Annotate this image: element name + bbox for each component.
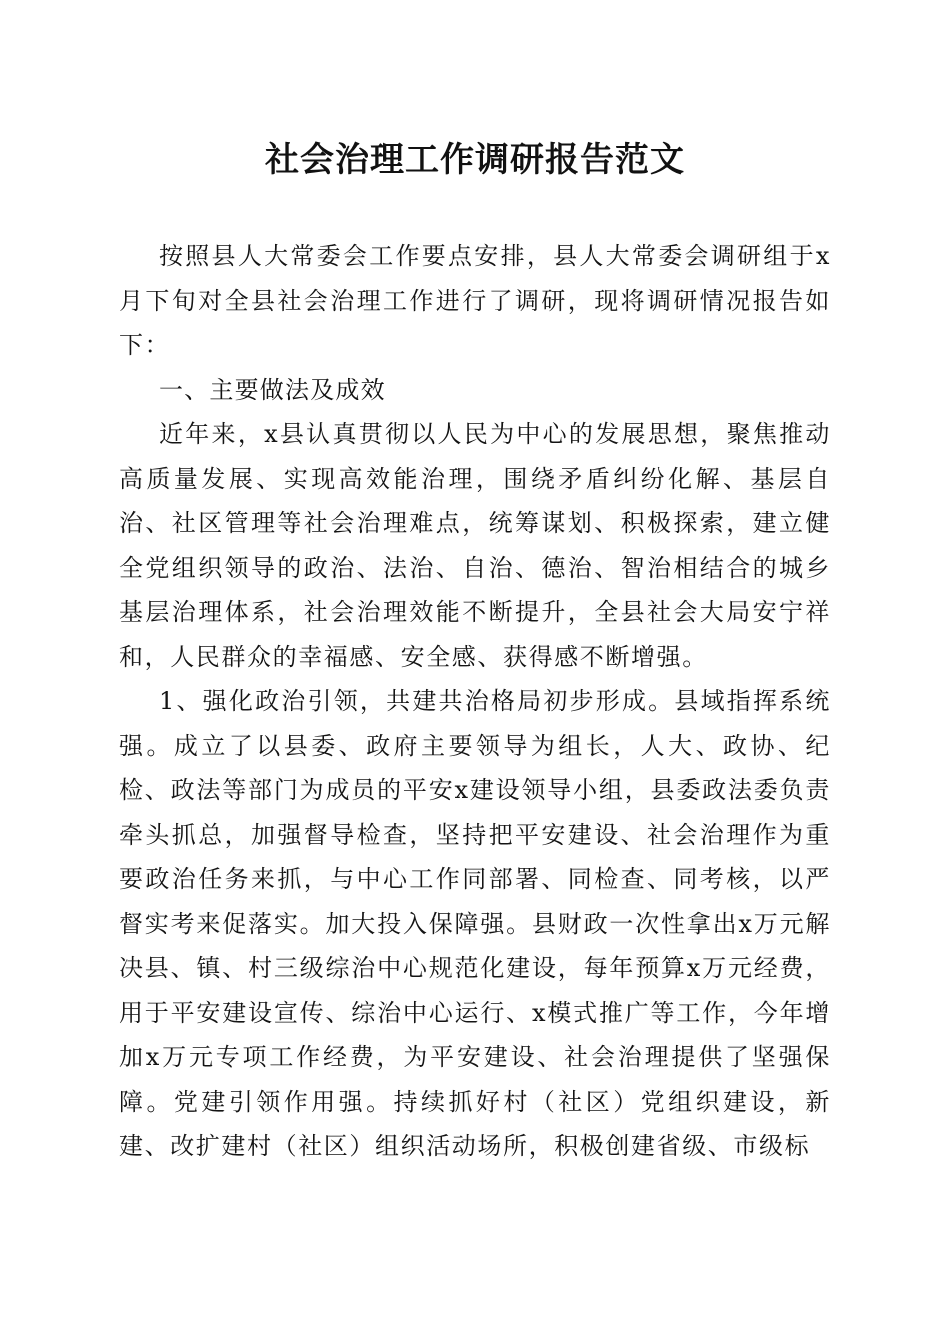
item-paragraph: 1、强化政治引领，共建共治格局初步形成。县域指挥系统强。成立了以县委、政府主要领导为组长，人大、政协、纪检、政法等部门为成员的平安x建设领导小组，县委政法委负责牵头抓总，加强督导检查，坚持把平安建设、社会治理作为重要政治任务来抓，与中心工作同部署、同检查、同考核，以严督实考来促落实。加大投入保障强。县财政一次性拿出x万元解决县、镇、村三级综治中心规范化建设，每年预算x万元经费，用于平安建设宣传、综治中心运行、x模式推广等工作，今年增加x万元专项工作经费，为平安建设、社会治理提供了坚强保障。党建引领作用强。持续抓好村（社区）党组织建设，新建、改扩建村（社区）组织活动场所，积极创建省级、市级标 (119, 687, 831, 1160)
intro-paragraph: 按照县人大常委会工作要点安排，县人大常委会调研组于x月下旬对全县社会治理工作进行了调研，现将调研情况报告如下： (119, 242, 831, 359)
document-body (119, 234, 831, 1169)
section-heading: 一、主要做法及成效 (159, 375, 386, 404)
section-paragraph: 近年来，x县认真贯彻以人民为中心的发展思想，聚焦推动高质量发展、实现高效能治理，围绕矛盾纠纷化解、基层自治、社区管理等社会治理难点，统筹谋划、积极探索，建立健全党组织领导的政治、法治、自治、德治、智治相结合的城乡基层治理体系，社会治理效能不断提升，全县社会大局安宁祥和，人民群众的幸福感、安全感、获得感不断增强。 (119, 420, 831, 671)
document-title: 社会治理工作调研报告范文 (265, 140, 685, 180)
